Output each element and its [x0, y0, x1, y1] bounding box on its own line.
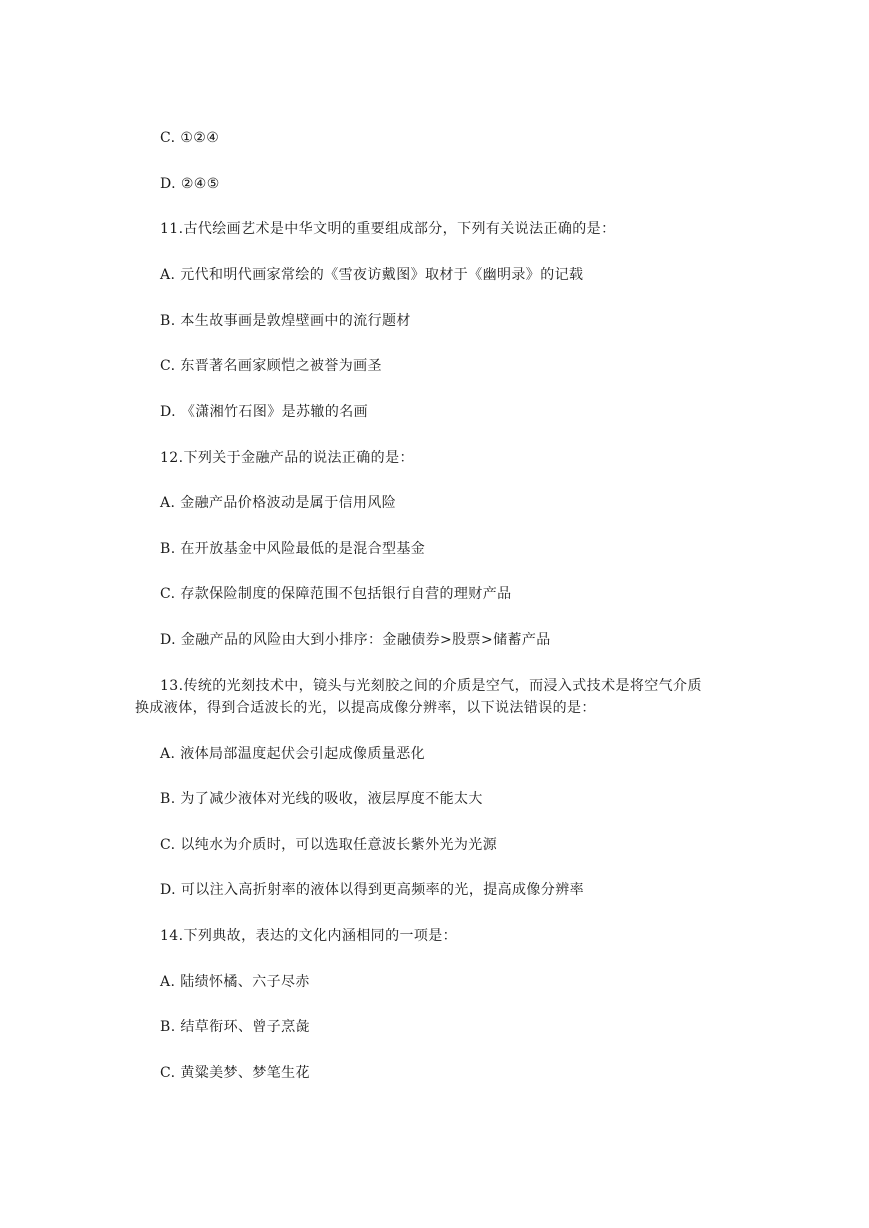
option-a-q13: A. 液体局部温度起伏会引起成像质量恶化: [160, 746, 426, 762]
option-c-q11: C. 东晋著名画家顾恺之被誉为画圣: [160, 358, 382, 374]
option-b-q14: B. 结草衔环、曾子烹彘: [160, 1019, 310, 1035]
option-d-q13: D. 可以注入高折射率的液体以得到更高频率的光，提高成像分辨率: [160, 882, 585, 898]
option-c-q14: C. 黄粱美梦、梦笔生花: [160, 1065, 310, 1081]
option-d-q10: D. ②④⑤: [160, 176, 220, 192]
question-13-line-1: 13.传统的光刻技术中，镜头与光刻胶之间的介质是空气，而浸入式技术是将空气介质: [160, 678, 702, 694]
question-13-line-2: 换成液体，得到合适波长的光，以提高成像分辨率，以下说法错误的是：: [135, 700, 596, 716]
option-b-q13: B. 为了减少液体对光线的吸收，液层厚度不能太大: [160, 791, 483, 807]
option-c-q13: C. 以纯水为介质时，可以选取任意波长紫外光为光源: [160, 837, 498, 853]
option-d-q12: D. 金融产品的风险由大到小排序：金融债券>股票>储蓄产品: [160, 632, 551, 648]
question-11: 11.古代绘画艺术是中华文明的重要组成部分，下列有关说法正确的是：: [160, 221, 616, 237]
option-c-q10: C. ①②④: [160, 130, 220, 146]
option-a-q14: A. 陆绩怀橘、六子尽赤: [160, 974, 310, 990]
option-d-q11: D. 《潇湘竹石图》是苏辙的名画: [160, 404, 369, 420]
option-c-q12: C. 存款保险制度的保障范围不包括银行自营的理财产品: [160, 586, 512, 602]
option-b-q11: B. 本生故事画是敦煌壁画中的流行题材: [160, 313, 411, 329]
option-a-q12: A. 金融产品价格波动是属于信用风险: [160, 495, 397, 511]
option-a-q11: A. 元代和明代画家常绘的《雪夜访戴图》取材于《幽明录》的记载: [160, 267, 584, 283]
option-b-q12: B. 在开放基金中风险最低的是混合型基金: [160, 541, 426, 557]
question-14: 14.下列典故，表达的文化内涵相同的一项是：: [160, 928, 458, 944]
question-12: 12.下列关于金融产品的说法正确的是：: [160, 450, 414, 466]
